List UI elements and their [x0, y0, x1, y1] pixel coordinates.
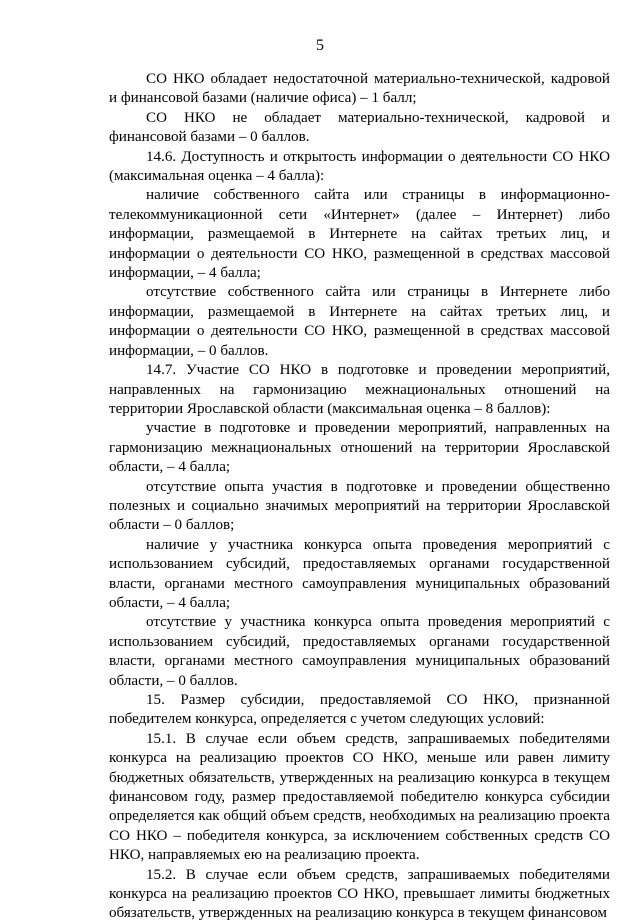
document-body [109, 70, 610, 924]
paragraph-participation-present: участие в подготовке и проведении мероприятий, направленных на гармонизацию межнациональных отношений на территории Ярославской области, – 4 балла; [109, 420, 610, 476]
paragraph-subsidy-experience-present: наличие у участника конкурса опыта проведения мероприятий с использованием субсидий, предоставляемых органами государственной власти, органами местного самоуправления муниципальных образований области, – 4 балла; [109, 536, 610, 611]
paragraph-section-14-7: 14.7. Участие СО НКО в подготовке и проведении мероприятий, направленных на гармонизацию межнациональных отношений на территории Ярославской области (максимальная оценка – 8 баллов): [109, 362, 610, 417]
paragraph-website-absent: отсутствие собственного сайта или страницы в Интернете либо информации, размещаемой в Интернете на сайтах третьих лиц, и информации о деятельности СО НКО, размещенной в средствах массовой информации, – 0 баллов. [109, 284, 610, 359]
paragraph-section-15-2: 15.2. В случае если объем средств, запрашиваемых победителями конкурса на реализацию проектов СО НКО, превышает лимиты бюджетных обязательств, утвержденных на реализацию конкурса в текущем финансовом [109, 866, 610, 922]
paragraph-subsidy-experience-absent: отсутствие у участника конкурса опыта проведения мероприятий с использованием субсидий, предоставляемых органами государственной власти, органами местного самоуправления муниципальных образований области, – 0 баллов. [109, 614, 610, 689]
paragraph-section-14-6: 14.6. Доступность и открытость информации о деятельности СО НКО (максимальная оценка – 4 балла): [109, 148, 610, 185]
paragraph-material-base-insufficient: СО НКО обладает недостаточной материально-технической, кадровой и финансовой базами (наличие офиса) – 1 балл; [109, 71, 610, 107]
paragraph-section-15-1: 15.1. В случае если объем средств, запрашиваемых победителями конкурса на реализацию проектов СО НКО, меньше или равен лимиту бюджетных обязательств, утвержденных на реализацию конкурса в текущем финансовом году, размер предоставляемой победителю конкурса субсидии определяется как общий объем средств, необходимых на реализацию проекта СО НКО – победителя конкурса, за исключением собственных средств СО НКО, направляемых ею на реализацию проекта. [109, 730, 610, 864]
page-number: 5 [316, 37, 324, 54]
paragraph-website-present: наличие собственного сайта или страницы в информационно-телекоммуникационной сети «Интернет» (далее – Интернет) либо информации, размещаемой в Интернете на сайтах третьих лиц, и информации о деятельности СО НКО, размещенной в средствах массовой информации, – 4 балла; [109, 187, 610, 282]
paragraph-participation-absent: отсутствие опыта участия в подготовке и проведении общественно полезных и социально значимых мероприятий на территории Ярославской области – 0 баллов; [109, 478, 610, 534]
paragraph-material-base-absent: СО НКО не обладает материально-технической, кадровой и финансовой базами – 0 баллов. [109, 109, 610, 146]
paragraph-section-15: 15. Размер субсидии, предоставляемой СО НКО, признанной победителем конкурса, определяется с учетом следующих условий: [109, 692, 610, 728]
